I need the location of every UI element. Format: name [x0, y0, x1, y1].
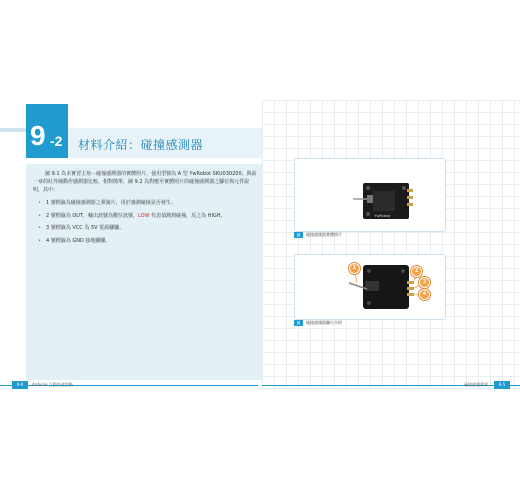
module-brand-text: YwRobot	[374, 213, 391, 218]
left-page-number: 9-4	[12, 381, 28, 389]
bullet-highlight: LOW	[138, 212, 150, 219]
figure-caption: 碰撞感測器腳位介紹	[306, 320, 342, 325]
figure-label: 圖 9.2	[295, 321, 302, 331]
callout-1: 1	[349, 263, 360, 274]
intro-paragraph	[33, 170, 258, 194]
bullet-text: 3 號標籤為 VCC 為 5V 電源腳腳。	[46, 225, 125, 231]
bullet-text-end: 代表偵測到碰撞，反之為 HIGH。	[149, 212, 226, 219]
bullet-dot-icon: •	[38, 225, 41, 231]
callout-3: 3	[419, 277, 430, 288]
right-page-number: 9-5	[494, 381, 510, 389]
figure-label: 圖 9.1	[295, 233, 302, 243]
header-rail	[0, 128, 26, 132]
bullet-dot-icon: •	[38, 200, 41, 206]
right-running-title: 碰撞感測實習	[464, 382, 488, 387]
list-item	[38, 225, 258, 231]
bullet-dot-icon: •	[38, 212, 41, 219]
bullet-text: 2 號標籤為 OUT，輸出訊號為數位訊號，	[46, 212, 139, 219]
section-subnumber: -2	[50, 133, 63, 149]
section-number-box	[26, 104, 68, 158]
callout-2: 2	[411, 266, 422, 277]
list-item	[38, 238, 258, 244]
collision-sensor-photo	[295, 159, 445, 231]
figure-9-2-frame	[294, 254, 446, 320]
intro-text: 圖 9.1 為本實習主角－碰撞感測器的實體照片，使用型號為 A 型 YwRobot SKU030200，與前一章的紅外線動作感測器比較，相對簡單，圖 9.2 為對應至實體照片的碰撞感測器之腳位與元件說明，其中：	[33, 171, 257, 193]
bullet-text: 4 號標籤為 GND 接地腳腳。	[46, 237, 111, 244]
list-item	[38, 213, 258, 219]
left-running-title: Arduino 互動快速攻略	[32, 382, 73, 387]
section-number: 9	[30, 120, 46, 151]
body-panel	[26, 164, 262, 380]
bullet-dot-icon: •	[38, 237, 41, 244]
section-title: 材料介紹：碰撞感測器	[78, 138, 204, 152]
figure-caption: 碰撞感測器實體照片	[306, 232, 342, 237]
callout-4: 4	[419, 289, 430, 300]
list-item	[38, 200, 258, 206]
bullet-list	[38, 200, 258, 250]
right-page-grid-background	[262, 100, 520, 390]
figure-9-1-frame	[294, 158, 446, 232]
bullet-text: 1 號標籤為碰撞感測器之彈簧片，用於感測碰撞是否發生。	[46, 200, 176, 206]
